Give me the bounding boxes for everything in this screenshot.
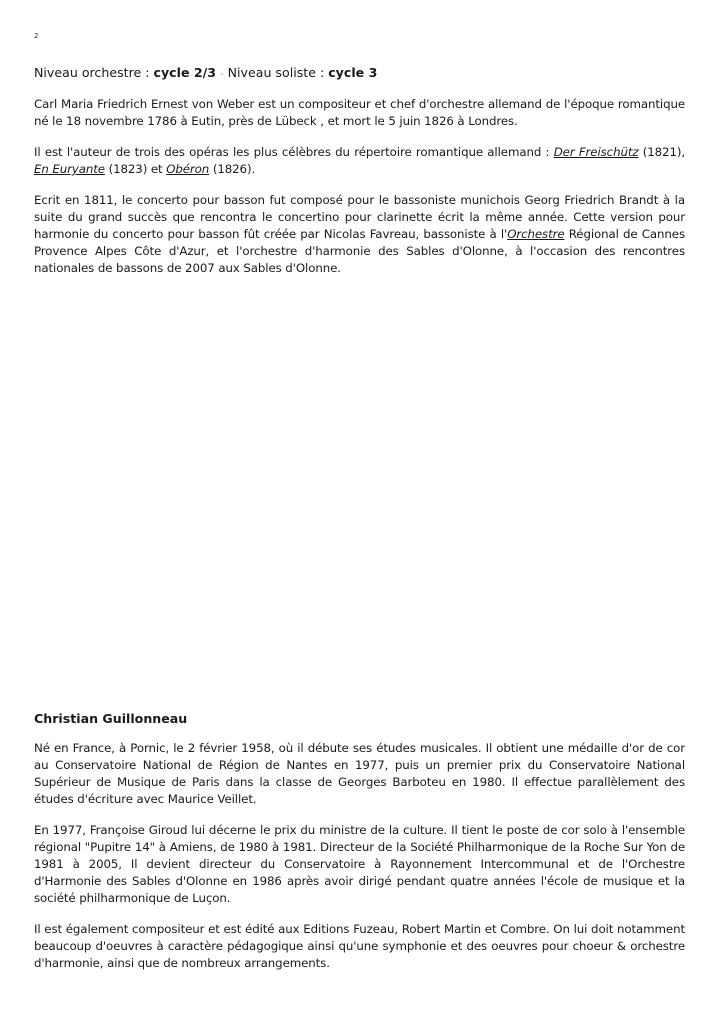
concerto-text-end: Régional de Cannes Provence Alpes Côte d'Azur, et l'orchestre d'harmonie des Sables d'Olonne, à l'occasion des rencontres nationales de bassons de 2007 aux Sables d'Olonne. xyxy=(34,227,685,275)
concerto-text-start: Ecrit en 1811, le concerto pour basson fut composé pour le bassoniste munichois Georg Friedrich Brandt à la suite du grand succès que rencontra le concertino pour clarinette écrit la même année. Cette version pour harmonie du concerto pour basson fût créée par Nicolas Favreau, bassoniste à l' xyxy=(34,193,685,241)
intro-paragraph-bio: Carl Maria Friedrich Ernest von Weber est un compositeur et chef d'orchestre allemand de l'époque romantique né le 18 novembre 1786 à Eutin, près de Lübeck , et mort le 5 juin 1826 à Londres. xyxy=(34,97,685,128)
operas-text-mid2: (1823) et xyxy=(104,162,167,176)
operas-text-mid1: (1821), xyxy=(638,145,685,159)
opera-title-oberon: Obéron xyxy=(166,162,210,176)
intro-section xyxy=(34,96,685,291)
page-number: 2 xyxy=(34,32,39,40)
author-bio-section xyxy=(34,740,685,986)
opera-title-euryante: En Euryante xyxy=(34,162,105,176)
author-bio-paragraph-3: Il est également compositeur et est édité aux Editions Fuzeau, Robert Martin et Combre. On lui doit notamment beaucoup d'oeuvres à caractère pédagogique ainsi qu'une symphonie et des oeuvres pour choeur & orchestre d'harmonie, ainsi que de nombreux arrangements. xyxy=(34,922,685,970)
orchestra-level-label: Niveau orchestre : xyxy=(34,65,154,80)
orchestra-level-value: cycle 2/3 xyxy=(153,65,216,80)
level-info xyxy=(34,64,377,84)
orchestre-emphasis: Orchestre xyxy=(507,227,565,241)
level-separator: - xyxy=(220,69,224,80)
intro-paragraph-operas xyxy=(34,144,685,178)
author-name-heading: Christian Guillonneau xyxy=(34,711,188,726)
opera-title-freischutz: Der Freischütz xyxy=(553,145,639,159)
operas-text-start: Il est l'auteur de trois des opéras les plus célèbres du répertoire romantique allemand : xyxy=(34,145,554,159)
soloist-level-label: Niveau soliste : xyxy=(227,65,329,80)
operas-text-end: (1826). xyxy=(209,162,256,176)
soloist-level-value: cycle 3 xyxy=(328,65,378,80)
author-bio-paragraph-1: Né en France, à Pornic, le 2 février 1958, où il débute ses études musicales. Il obtient une médaille d'or de cor au Conservatoire National de Région de Nantes en 1977, puis un premier prix du Conservatoire National Supérieur de Musique de Paris dans la classe de Georges Barboteu en 1980. Il effectue parallèlement des études d'écriture avec Maurice Veillet. xyxy=(34,741,685,806)
intro-paragraph-concerto xyxy=(34,192,685,277)
author-bio-paragraph-2: En 1977, Françoise Giroud lui décerne le prix du ministre de la culture. Il tient le poste de cor solo à l'ensemble régional "Pupitre 14" à Amiens, de 1980 à 1981. Directeur de la Société Philharmonique de la Roche Sur Yon de 1981 à 2005, Il devient directeur du Conservatoire à Rayonnement Intercommunal et de l'Orchestre d'Harmonie des Sables d'Olonne en 1986 après avoir dirigé pendant quatre années l'école de musique et la société philharmonique de Luçon. xyxy=(34,823,685,905)
